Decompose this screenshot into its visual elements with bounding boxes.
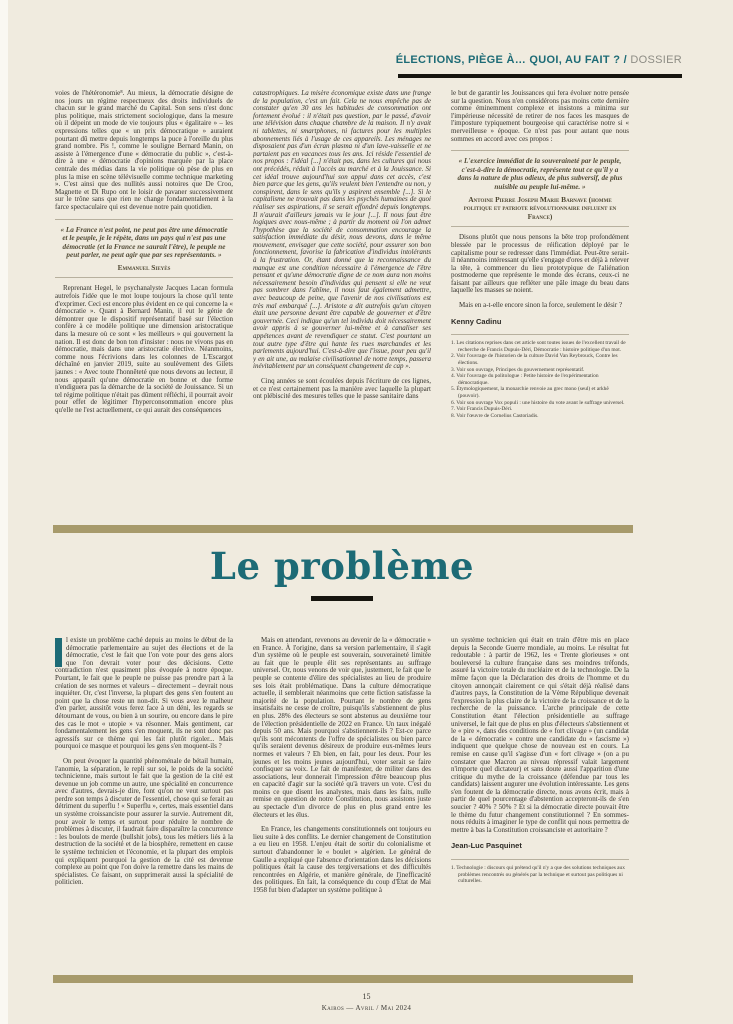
scan-edge — [0, 0, 8, 1024]
quote-text: « La France n'est point, ne peut pas être une démocratie et le peuple, je le répète, dans un pays qui n'est pas une démocratie (et la France ne saurait l'être), le peuple ne peut parler, ne peut agir que par ses représentants. » — [60, 225, 228, 260]
section-separator-band — [53, 525, 633, 533]
footer-separator-band — [53, 975, 633, 983]
article1-columns — [55, 90, 629, 523]
paragraph: Reprenant Hegel, le psychanalyste Jacques Lacan formula autrefois l'idée que le mot loupe toujours la chose qu'il tente d'exprimer. Ceci est encore plus évident en ce qui concerne la « démocratie ». Quant à Bernard Manin, il eut le génie de démontrer que le dispositif représentatif basé sur l'élection confère à ce modèle politique une dimension aristocratique dans la mesure où ce sont « les meilleurs » qui gouvernent la nation. Il est donc de bon ton d'insister : nous ne vivons pas en démocratie, mais dans une aristocratie élective. Néanmoins, comme nous l'écrivions dans les colonnes de L'Escargot déchaîné en janvier 2019, suite au soulèvement des Gilets jaunes : « Avec toute l'honnêteté que nous devons au lecteur, il nous apparaît qu'une démocratie en bonne et due forme n'endiguera pas la démarche de la société de Jouissance. Si un tel régime politique n'était pas dûment réfléchi, il pourrait avoir pour effet de légitimer l'hyperconsommation encore plus qu'elle ne l'est actuellement, ce qui aurait des conséquences — [55, 284, 233, 414]
header-separator: / — [620, 54, 631, 66]
paragraph: Disons plutôt que nous pensons la bête trop profondément blessée par le processus de réification déployé par le capitalisme pour se redresser dans l'immédiat. Peut-être serait-il néanmoins intéressant qu'elle s'engage d'ores et déjà à relever la tête, à commencer du lieu prototypique de l'aliénation postmoderne que représente le monde des écrans, ceux-ci ne faisant par ailleurs que refléter une pâle image du beau dans laquelle les masses se noient. — [451, 233, 629, 295]
dropcap-bar — [55, 638, 62, 667]
footnote: 6. Voir son ouvrage Vox populi : une histoire du vote avant le suffrage universel. — [451, 399, 625, 406]
author-signature: Jean-Luc Pasquinet — [451, 841, 522, 851]
footnote: 2. Voir l'ouvrage de l'historien de la culture David Van Reybrouck, Contre les élections. — [451, 353, 618, 367]
footnote: 3. Voir son ouvrage, Principes du gouvernement représentatif. — [451, 366, 585, 373]
paragraph: voies de l'hétéronomie⁸. Au mieux, la démocratie désigne de nos jours un régime respectueux des droits individuels de chacun sur le grand marché du Capital. Son sens n'est donc plus politique, mais strictement sociologique, dans la mesure où il dépeint un mode de vie toujours plus « égalitaire » – les expressions telles que « un prix démocratique » auraient pourtant dû mettre depuis longtemps la puce à l'oreille du plus grand nombre. Pis !, comme le souligne Bernard Manin, on assiste à l'émergence d'une « démocratie du public », c'est-à-dire à une « démocratie d'opinions marquée par la place centrale des médias dans la vie politique où pèse de plus en plus la mise en scène télévisuelle comme technique marketing ». C'est ainsi que des nullités aussi notoires que De Croo, Magnette et Di Rupo ont le loisir de pavaner successivement sur le trône sans que rien ne change fondamentalement à la farce spectaculaire qui est devenue notre pain quotidien. — [55, 90, 233, 211]
magazine-footer: Kairos — Avril / Mai 2024 — [321, 1004, 412, 1012]
paragraph: Mais en a-t-elle encore sinon la force, seulement le désir ? — [459, 301, 623, 310]
paragraph: Cinq années se sont écoulées depuis l'écriture de ces lignes, et ce n'est certainement pas la manière avec laquelle la plupart ont plébiscité des mesures telles que le passe sanitaire dans — [253, 376, 431, 401]
title-underline-bar — [311, 596, 373, 601]
quote-text: « L'exercice immédiat de la souveraineté par le peuple, c'est-à-dire la démocratie, représente tout ce qu'il y a dans la nature de plus odieux, de plus subversif, de plus nuisible au peuple lui-même. » — [457, 157, 623, 191]
article2-columns — [55, 637, 629, 969]
quote-author: Emmanuel Sieyès — [117, 262, 171, 272]
header-rule — [398, 74, 682, 78]
paragraph-with-dropcap — [55, 637, 233, 751]
quote-author: Antoine Pierre Joseph Marie Barnave (homme politique et patriote révolutionnaire influent en France) — [463, 194, 617, 221]
article2-title-block — [55, 546, 629, 601]
dossier-title: ÉLECTIONS, PIÈGE À… QUOI, AU FAIT ? — [395, 54, 621, 66]
page-header — [396, 54, 682, 66]
article1-column-2 — [253, 90, 431, 523]
section-label: DOSSIER — [630, 54, 682, 66]
footnote-rule — [451, 859, 629, 860]
footnote: 8. Voir l'œuvre de Cornelius Castoriadis. — [451, 412, 539, 419]
footnote: 4. Voir l'ouvrage du politologue : Petite histoire de l'expérimentation démocratique. — [451, 373, 599, 386]
article2-column-2 — [253, 637, 431, 969]
pull-quote-barnave — [451, 150, 629, 227]
pull-quote-sieyes — [55, 219, 233, 279]
paragraph: l existe un problème caché depuis au moins le début de la démocratie parlementaire au sujet des élections et de la démocratie, c'est le fait que l'on vote pour des gens alors que l'on devrait voter pour des décisions. Cette contradiction n'est quasiment plus évoquée à notre époque. Pourtant, le fait que le peuple ne puisse pas prendre part à la création de ses normes et valeurs – directement – devrait nous inquiéter. Or, c'est l'inverse, la plupart des gens s'en foutent au point que la chose reste un non-dit. Si vous avez le malheur d'en parler, aussitôt vous ferez face à un déni, les regards se détournant de vous, ou bien à un sourire, ou encore dans le pire des cas le mot « utopie » va résonner. Mais gentiment, car fondamentalement les gens s'en moquent, ils ne sont donc pas agressifs sur ce thème qui les fait plutôt rigoler... Mais pourquoi ce masque et pourquoi les gens s'en moquent-ils ? — [55, 637, 233, 751]
article1-column-1 — [55, 90, 233, 523]
paragraph: catastrophiques. La misère économique existe dans une frange de la population, c'est un fait. Cela ne nous empêche pas de constater qu'en 30 ans les habitudes de consommation ont fortement évolué : il n'était pas question, par le passé, d'avoir une télévision dans chaque chambre de la maison. Il n'y avait ni tablettes, ni smartphones, ni factures pour les multiples abonnements liés à l'usage de ces appareils. Les ménages ne disposaient pas d'un écran plasma ni d'un lave-vaisselle et ne partaient pas en vacances tous les ans. Ici réside l'essentiel de nos propos : l'idéal [...] n'était pas, dans les cultures qui nous ont précédés, réduit à l'accès au marché et à la Jouissance. Si cet idéal trouve aujourd'hui son appui dans cet accès, c'est bien parce que les gens, qu'ils veulent bien l'entendre ou non, y conspirent, dans le sens qu'ils y aspirent ensemble [...]. Si le capitalisme ne trouvait pas dans les psychés humaines de quoi réaliser ses aspirations, il se serait effondré depuis longtemps. Il n'aurait d'ailleurs jamais vu le jour [...]. Il nous faut être logiques avec nous-même ; à partir du moment où l'on admet l'hypothèse que la société de consommation encourage la satisfaction immédiate du désir, nous devons, dans le même mouvement, envisager que cette société, pour assurer son bon fonctionnement, favorise la fabrication d'individus intolérants à la frustration. Or, étant donné que la reconnaissance du manque est une condition nécessaire à l'émergence de l'être pensant et qu'une démocratie digne de ce nom aura non moins nécessairement besoin d'individus qui pensent si elle ne veut pas sombrer dans l'abîme, il nous faut également admettre, avec beaucoup de peine, que l'avenir de nos civilisations est très mal embarqué [...]. Aristote a dit autrefois qu'un citoyen était une personne devant être capable de gouverner et d'être gouvernée. Ceci indique qu'un tel individu doit nécessairement avoir appris à se gouverner lui-même et à canaliser ses appétences avant de revendiquer ce statut. C'est pourtant un tout autre type d'être qui hante les rues marchandes et les parlements aujourd'hui. C'est-à-dire que l'issue, pour peu qu'il y en ait une, au malaise civilisationnel de notre temps, passera inévitablement par un conséquent changement de cap ». — [253, 90, 431, 371]
footnote: 5. Étymologiquement, la monarchie renvoie au grec mono (seul) et arkhê (pouvoir). — [451, 386, 609, 399]
article2-title: Le problème — [209, 544, 475, 588]
paragraph: le but de garantir les Jouissances qui fera évoluer notre pensée sur la question. Nous n'en considérons pas moins cette dernière comme éminemment complexe et insistons a minima sur l'impérieuse nécessité de retirer de nos faces les masques de l'imposture typiquement bourgeoise qui caractérise notre si « merveilleuse » époque. Ce n'est pas pour autant que nous sommes en accord avec ces propos : — [451, 90, 629, 143]
footnote: 1. Les citations reprises dans cet article sont toutes issues de l'excellent travail de recherche de Francis Dupuis-Déri, Démocratie : histoire politique d'un mot. — [451, 340, 626, 353]
footnote-rule — [451, 334, 629, 335]
page-number: 15 — [362, 992, 371, 1001]
article2-column-3 — [451, 637, 629, 969]
footnote: 1. Technologie : discours qui prétend qu'il n'y a que des solutions techniques aux problèmes rencontrés ou générés par la technique et surtout pas politiques ni culturelles. — [451, 865, 625, 885]
footnote: 7. Voir Francis Dupuis-Déri. — [451, 406, 513, 413]
author-signature: Kenny Cadinu — [451, 316, 502, 326]
paragraph: Mais en attendant, revenons au devenir de la « démocratie » en France. À l'origine, dans sa version parlementaire, il s'agit d'un système où le peuple est souverain, souveraineté limitée au fait que le peuple élit ses représentants au suffrage universel. Or, nous venons de voir que, justement, le fait que le peuple se contente d'élire des spécialistes au lieu de produire ses lois était problématique. Dans la culture démocratique actuelle, il semblerait néanmoins que cette fiction satisfasse la majorité de la population. Pourtant le nombre de gens insatisfaits ne cesse de croître, puisqu'ils s'abstiennent de plus en plus. 28% des électeurs se sont abstenus au deuxième tour de l'élection présidentielle de 2022 en France. Un taux inégalé depuis 50 ans. Mais pourquoi s'abstiennent-ils ? Est-ce parce qu'ils sont mécontents de l'offre de spécialistes ou bien parce qu'ils seraient devenus désireux de produire eux-mêmes leurs normes et valeurs ? Eh bien, en fait, pour les deux. Pour les jeunes et les moins jeunes aujourd'hui, voter serait se faire confisquer sa voix. Le fait de manifester, de militer dans des associations, leur donnerait l'impression d'être beaucoup plus en capacité d'agir sur la société qu'à travers un vote. C'est du moins ce que disent les analystes, mais dans les faits, nulle remise en question de notre Constitution, nous assistons juste au spectacle d'un divorce de plus en plus grand entre les électeurs et les élus. — [253, 637, 431, 819]
paragraph: En France, les changements constitutionnels ont toujours eu lieu suite à des conflits. Le dernier changement de Constitution a eu lieu en 1958. L'enjeu était de sortir du colonialisme et surtout d'abandonner le « boulet » algérien. Le général de Gaulle a expliqué que l'absence d'orientation dans les décisions politiques était la cause des tergiversations et des difficultés rencontrées en Algérie, et manière générale, de l'inefficacité des politiques. En fait, la conséquence du coup d'État de Mai 1958 fut bien d'adapter un système politique à — [253, 825, 431, 894]
paragraph: On peut évoquer la quantité phénoménale de bétail humain, l'anomie, la séparation, le repli sur soi, le poids de la société technicienne, mais surtout le fait que la gestion de la cité est devenue un job comme un autre, une spécialité en concurrence avec d'autres, devrais-je dire, font qu'on ne veut surtout pas perdre son temps à discuter de l'essentiel, chose qui se ferait au détriment du superflu ! « Superflu », certes, mais essentiel dans un système croissanciste pour assurer la survie. Autrement dit, pour avoir le temps et surtout pour réduire le nombre de problèmes à discuter, il faudrait faire disparaître la concurrence : les boulots de merde (bullshit jobs), tous les métiers liés à la destruction de la société et de la biosphère, remettent en cause le système technicien et l'économie, et la plupart des emplois qui expliquent pourquoi la gestion de la cité est devenue complexe au point que l'on doive la remettre dans les mains de spécialistes. Ce faisant, on supprimerait aussi la spécialité de politicien. — [55, 756, 233, 887]
paragraph: un système technicien qui était en train d'être mis en place depuis la Seconde Guerre mondiale, au moins. Le résultat fut redoutable : à partir de 1962, les « Trente glorieuses » ont bouleversé la culture française dans ses moindres tréfonds, assuré la victoire totale du nucléaire et de la technologie. De la même façon que la Déclaration des droits de l'homme et du citoyen annonçait clairement ce qui s'était déjà réalisé dans d'autres pays, la Constitution de la Vème République devenait l'expression la plus claire de la victoire de la croissance et de la recherche de la puissance. L'arche principale de cette Constitution étant l'élection présidentielle au suffrage universel, le fait que de plus en plus d'électeurs s'abstiennent et le « pire », dans des conditions de « fort clivage » (un candidat de la « démocratie » contre une candidate du « fascisme ») indiquent que quelque chose de nouveau est en cours. La remise en cause qu'il s'agisse d'un « fort clivage » (on a pu constater que Macron au niveau répressif valait largement n'importe quel dictateur) et sans doute aussi l'apparition d'une critique du mythe de la croissance (défendue par tous les candidats) laissent augurer une évolution intéressante. Les gens s'en foutent de la démocratie directe, nous avons écrit, mais à partir de quel pourcentage d'abstention accepteront-ils de s'en soucier ? 40% ? 50% ? Et si la démocratie directe pouvait être le thème du futur changement constitutionnel ? En sommes-nous réduits à imaginer le type de conflit qui nous permettra de mettre à bas la Constitution croissanciste et autoritaire ? — [451, 637, 629, 834]
article2-column-1 — [55, 637, 233, 969]
article1-column-3 — [451, 90, 629, 523]
